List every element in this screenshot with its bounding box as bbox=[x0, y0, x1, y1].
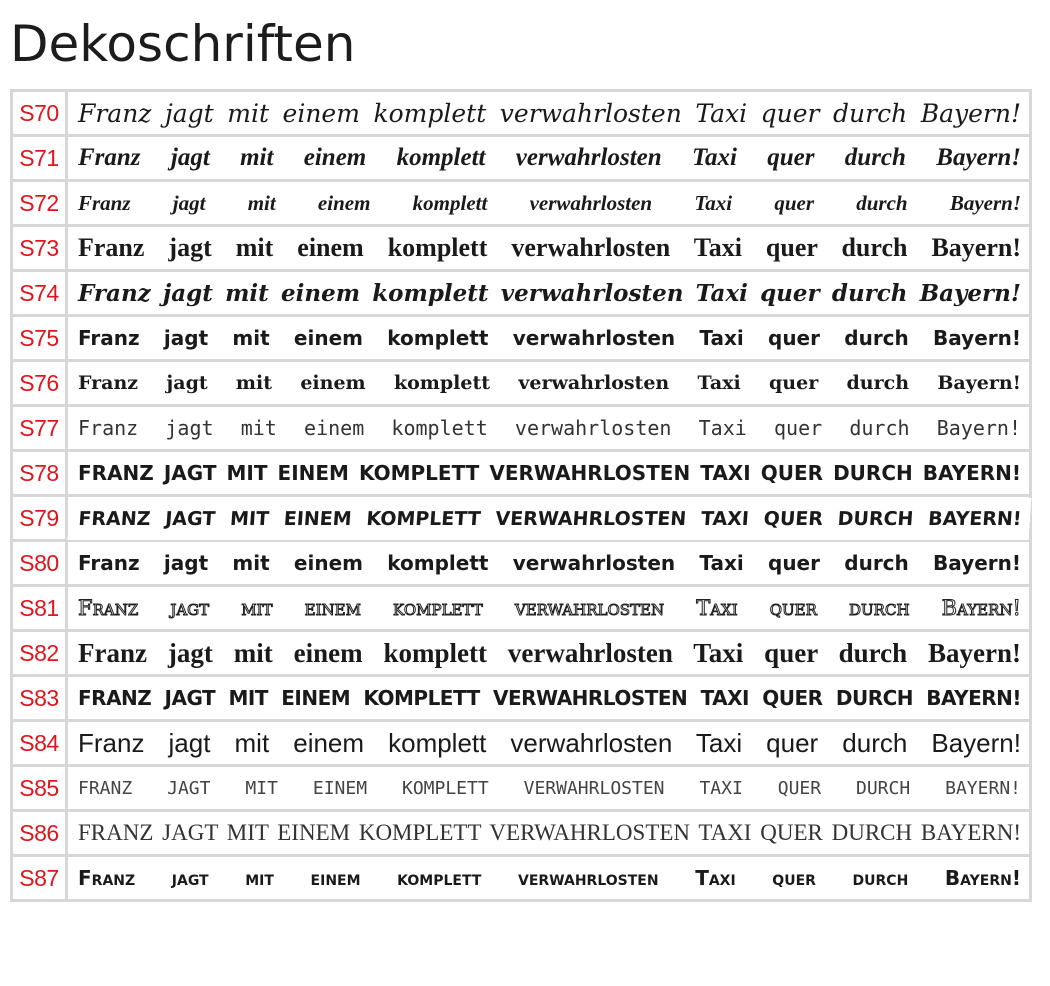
table-row bbox=[12, 721, 1031, 766]
font-code: S81 bbox=[12, 586, 67, 631]
font-sample-text: FRANZ JAGT MIT EINEM KOMPLETT VERWAHRLOSTEN TAXI QUER DURCH BAYERN! bbox=[67, 811, 1031, 856]
font-sample-text: Franz jagt mit einem komplett verwahrlosten Taxi quer durch Bayern! bbox=[67, 181, 1031, 226]
table-row bbox=[12, 586, 1031, 631]
font-code: S80 bbox=[12, 541, 67, 586]
table-row bbox=[12, 361, 1031, 406]
font-sample-table bbox=[10, 89, 1032, 902]
font-sample-text: FRANZ JAGT MIT EINEM KOMPLETT VERWAHRLOSTEN TAXI QUER DURCH BAYERN! bbox=[67, 766, 1031, 811]
font-code: S82 bbox=[12, 631, 67, 676]
font-sample-text: Franz jagt mit einem komplett verwahrlosten Taxi quer durch Bayern! bbox=[67, 721, 1031, 766]
table-row bbox=[12, 91, 1031, 136]
font-sample-text: Franz jagt mit einem komplett verwahrlosten Taxi quer durch Bayern! bbox=[67, 586, 1031, 631]
font-code: S86 bbox=[12, 811, 67, 856]
font-sample-text: Franz jagt mit einem komplett verwahrlosten Taxi quer durch Bayern! bbox=[67, 406, 1031, 451]
font-sample-text: Franz jagt mit einem komplett verwahrlosten Taxi quer durch Bayern! bbox=[67, 361, 1031, 406]
table-row bbox=[12, 451, 1031, 496]
table-row bbox=[12, 271, 1031, 316]
font-sample-text: Franz jagt mit einem komplett verwahrlosten Taxi quer durch Bayern! bbox=[67, 631, 1031, 676]
font-code: S83 bbox=[12, 676, 67, 721]
font-code: S78 bbox=[12, 451, 67, 496]
page-title: Dekoschriften bbox=[10, 15, 356, 73]
table-row bbox=[12, 181, 1031, 226]
table-row bbox=[12, 496, 1031, 541]
table-row bbox=[12, 676, 1031, 721]
font-code: S77 bbox=[12, 406, 67, 451]
table-row bbox=[12, 406, 1031, 451]
table-row bbox=[12, 766, 1031, 811]
font-sample-text: Franz jagt mit einem komplett verwahrlosten Taxi quer durch Bayern! bbox=[67, 856, 1031, 901]
table-row bbox=[12, 226, 1031, 271]
font-sample-text: FRANZ JAGT MIT EINEM KOMPLETT VERWAHRLOSTEN TAXI QUER DURCH BAYERN! bbox=[67, 451, 1031, 496]
font-code: S71 bbox=[12, 136, 67, 181]
table-row bbox=[12, 856, 1031, 901]
font-sample-text: Franz jagt mit einem komplett verwahrlosten Taxi quer durch Bayern! bbox=[67, 541, 1031, 586]
font-code: S84 bbox=[12, 721, 67, 766]
font-code: S85 bbox=[12, 766, 67, 811]
table-row bbox=[12, 811, 1031, 856]
table-row bbox=[12, 541, 1031, 586]
font-code: S70 bbox=[12, 91, 67, 136]
font-code: S79 bbox=[12, 496, 67, 541]
font-sample-text: FRANZ JAGT MIT EINEM KOMPLETT VERWAHRLOSTEN TAXI QUER DURCH BAYERN! bbox=[65, 496, 1032, 541]
font-code: S73 bbox=[12, 226, 67, 271]
font-code: S72 bbox=[12, 181, 67, 226]
table-row bbox=[12, 631, 1031, 676]
font-sample-text: FRANZ JAGT MIT EINEM KOMPLETT VERWAHRLOSTEN TAXI QUER DURCH BAYERN! bbox=[67, 676, 1031, 721]
font-code: S76 bbox=[12, 361, 67, 406]
font-sample-text: Franz jagt mit einem komplett verwahrlosten Taxi quer durch Bayern! bbox=[67, 91, 1031, 136]
table-row bbox=[12, 136, 1031, 181]
font-sample-text: Franz jagt mit einem komplett verwahrlosten Taxi quer durch Bayern! bbox=[67, 316, 1031, 361]
font-code: S87 bbox=[12, 856, 67, 901]
font-sample-text: Franz jagt mit einem komplett verwahrlosten Taxi quer durch Bayern! bbox=[67, 226, 1031, 271]
table-row bbox=[12, 316, 1031, 361]
font-code: S74 bbox=[12, 271, 67, 316]
font-sample-text: Franz jagt mit einem komplett verwahrlosten Taxi quer durch Bayern! bbox=[67, 271, 1031, 316]
font-code: S75 bbox=[12, 316, 67, 361]
font-sample-text: Franz jagt mit einem komplett verwahrlosten Taxi quer durch Bayern! bbox=[67, 136, 1031, 181]
